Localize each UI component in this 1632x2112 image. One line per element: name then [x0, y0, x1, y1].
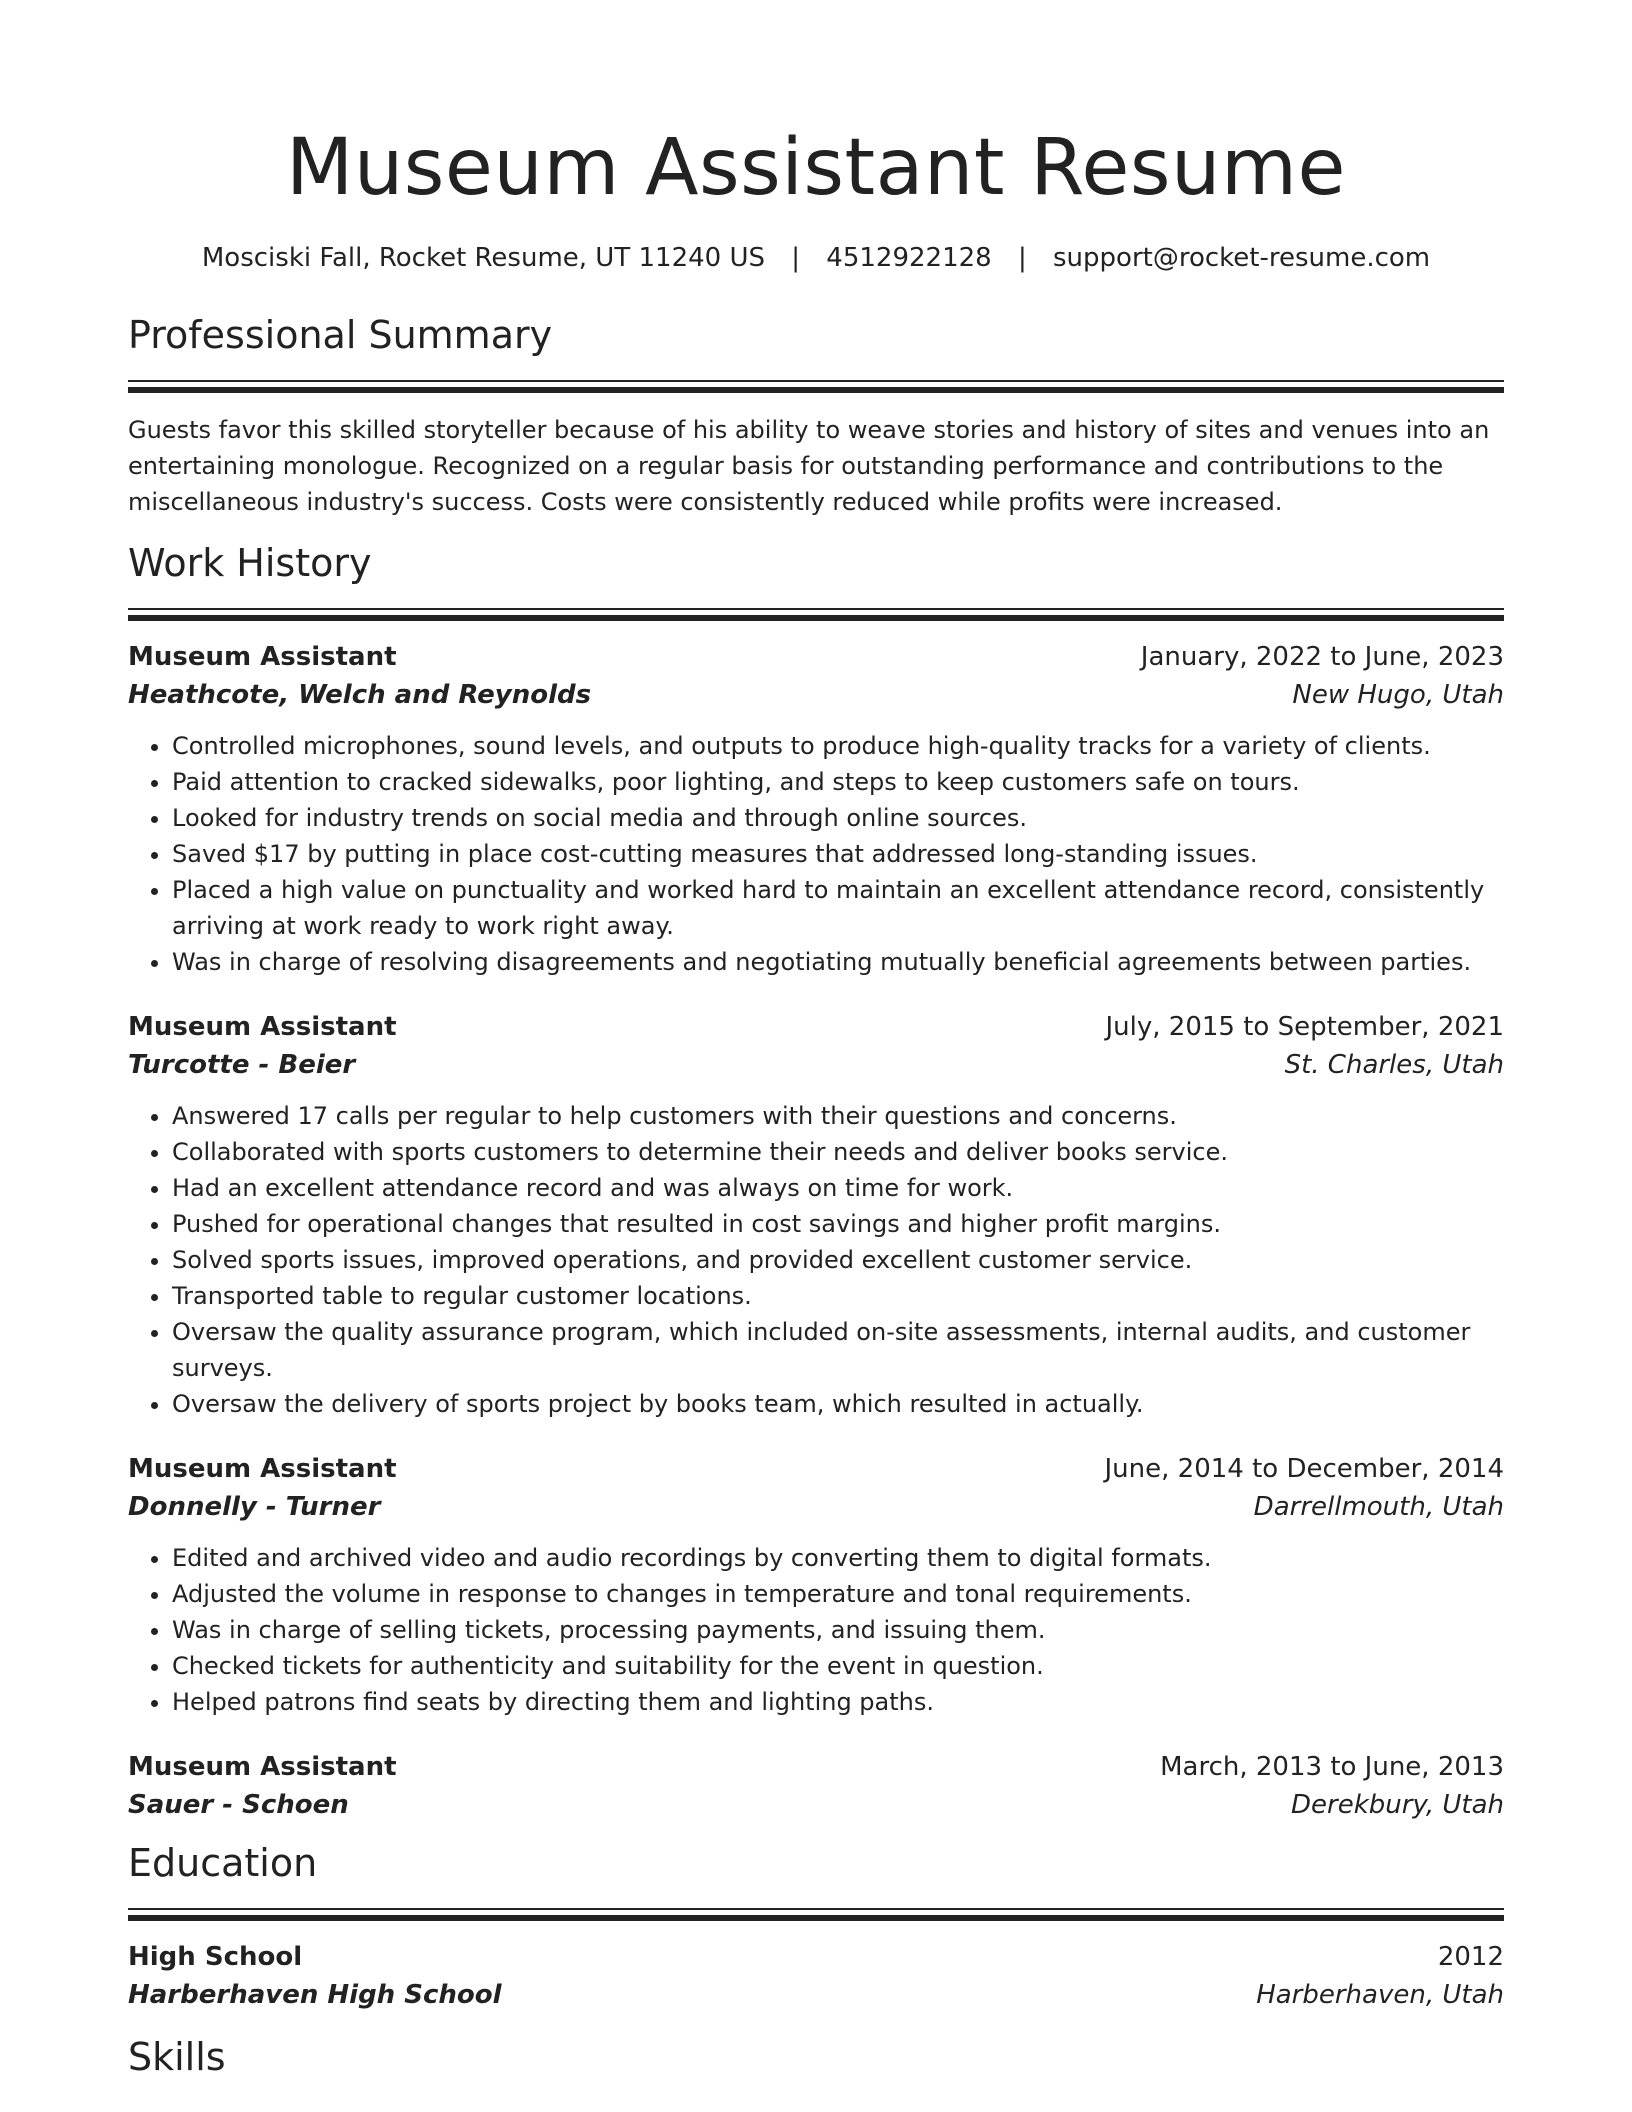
job-title: Museum Assistant	[128, 1454, 397, 1484]
contact-phone: 4512922128	[826, 243, 992, 273]
work-entry	[128, 1008, 1504, 1422]
job-bullet: • Solved sports issues, improved operations, and provided excellent customer service.	[172, 1242, 1504, 1278]
graduation-year: 2012	[1437, 1942, 1504, 1972]
job-bullet: • Helped patrons find seats by directing them and lighting paths.	[172, 1684, 1504, 1720]
work-entry	[128, 1748, 1504, 1824]
section-heading-summary: Professional Summary	[128, 313, 553, 357]
job-bullet: • Transported table to regular customer locations.	[172, 1278, 1504, 1314]
job-bullet: • Controlled microphones, sound levels, and outputs to produce high-quality tracks for a variety of clients.	[172, 728, 1504, 764]
contact-address: Mosciski Fall, Rocket Resume, UT 11240 US	[201, 243, 765, 273]
job-dates: June, 2014 to December, 2014	[1104, 1454, 1504, 1484]
work-history-section	[128, 538, 1504, 1824]
job-bullet: • Had an excellent attendance record and was always on time for work.	[172, 1170, 1504, 1206]
job-bullet: • Checked tickets for authenticity and suitability for the event in question.	[172, 1648, 1504, 1684]
contact-email: support@rocket-resume.com	[1053, 243, 1431, 273]
contact-separator: |	[1017, 243, 1027, 273]
entry-header-row	[128, 638, 1504, 676]
section-divider	[128, 608, 1504, 620]
contact-line	[128, 240, 1504, 276]
school-location: Harberhaven, Utah	[1256, 1980, 1504, 2010]
job-bullet: • Adjusted the volume in response to changes in temperature and tonal requirements.	[172, 1576, 1504, 1612]
job-title: Museum Assistant	[128, 1012, 397, 1042]
job-bullet: • Collaborated with sports customers to determine their needs and deliver books service.	[172, 1134, 1504, 1170]
job-bullet: • Was in charge of selling tickets, processing payments, and issuing them.	[172, 1612, 1504, 1648]
job-bullet: • Placed a high value on punctuality and worked hard to maintain an excellent attendance record, consistently arriving at work ready to work right away.	[172, 872, 1504, 944]
job-location: Derekbury, Utah	[1291, 1790, 1504, 1820]
section-heading-skills: Skills	[128, 2035, 226, 2079]
entry-subheader-row	[128, 1786, 1504, 1824]
skills-section	[128, 2032, 1504, 2082]
work-entry	[128, 638, 1504, 980]
degree-name: High School	[128, 1942, 303, 1972]
job-bullet-list	[128, 1540, 1504, 1720]
entry-subheader-row	[128, 1976, 1504, 2014]
entry-header-row	[128, 1450, 1504, 1488]
company-name: Turcotte - Beier	[128, 1050, 356, 1080]
work-entry	[128, 1450, 1504, 1720]
job-bullet: • Saved $17 by putting in place cost-cutting measures that addressed long-standing issues.	[172, 836, 1504, 872]
school-name: Harberhaven High School	[128, 1980, 502, 2010]
job-bullet: • Looked for industry trends on social media and through online sources.	[172, 800, 1504, 836]
job-location: St. Charles, Utah	[1284, 1050, 1504, 1080]
section-heading-education: Education	[128, 1841, 318, 1885]
job-bullet: • Oversaw the delivery of sports project by books team, which resulted in actually.	[172, 1386, 1504, 1422]
summary-section	[128, 310, 1504, 520]
job-bullet: • Pushed for operational changes that resulted in cost savings and higher profit margins.	[172, 1206, 1504, 1242]
job-location: New Hugo, Utah	[1292, 680, 1504, 710]
entry-header-row	[128, 1008, 1504, 1046]
job-title: Museum Assistant	[128, 642, 397, 672]
contact-separator: |	[791, 243, 801, 273]
entry-subheader-row	[128, 676, 1504, 714]
company-name: Heathcote, Welch and Reynolds	[128, 680, 592, 710]
entry-header-row	[128, 1938, 1504, 1976]
education-entry	[128, 1938, 1504, 2014]
company-name: Sauer - Schoen	[128, 1790, 349, 1820]
education-section	[128, 1838, 1504, 2014]
section-divider	[128, 1908, 1504, 1920]
job-location: Darrellmouth, Utah	[1253, 1492, 1504, 1522]
company-name: Donnelly - Turner	[128, 1492, 381, 1522]
job-bullet-list	[128, 728, 1504, 980]
entry-subheader-row	[128, 1488, 1504, 1526]
entry-subheader-row	[128, 1046, 1504, 1084]
job-title: Museum Assistant	[128, 1752, 397, 1782]
job-dates: January, 2022 to June, 2023	[1140, 642, 1504, 672]
section-heading-work-history: Work History	[128, 541, 372, 585]
job-bullet: • Was in charge of resolving disagreements and negotiating mutually beneficial agreements between parties.	[172, 944, 1504, 980]
job-bullet: • Paid attention to cracked sidewalks, poor lighting, and steps to keep customers safe on tours.	[172, 764, 1504, 800]
job-dates: July, 2015 to September, 2021	[1105, 1012, 1504, 1042]
section-divider	[128, 380, 1504, 392]
resume-title: Museum Assistant Resume	[286, 123, 1346, 213]
job-bullet: • Edited and archived video and audio recordings by converting them to digital formats.	[172, 1540, 1504, 1576]
job-bullet-list	[128, 1098, 1504, 1422]
entry-header-row	[128, 1748, 1504, 1786]
job-bullet: • Answered 17 calls per regular to help customers with their questions and concerns.	[172, 1098, 1504, 1134]
job-dates: March, 2013 to June, 2013	[1160, 1752, 1504, 1782]
job-bullet: • Oversaw the quality assurance program, which included on-site assessments, internal audits, and customer surveys.	[172, 1314, 1504, 1386]
summary-text: Guests favor this skilled storyteller because of his ability to weave stories and history of sites and venues into an entertaining monologue. Recognized on a regular basis for outstanding performance and contributions to the miscellaneous industry's success. Costs were consistently reduced while profits were increased.	[128, 416, 1490, 516]
